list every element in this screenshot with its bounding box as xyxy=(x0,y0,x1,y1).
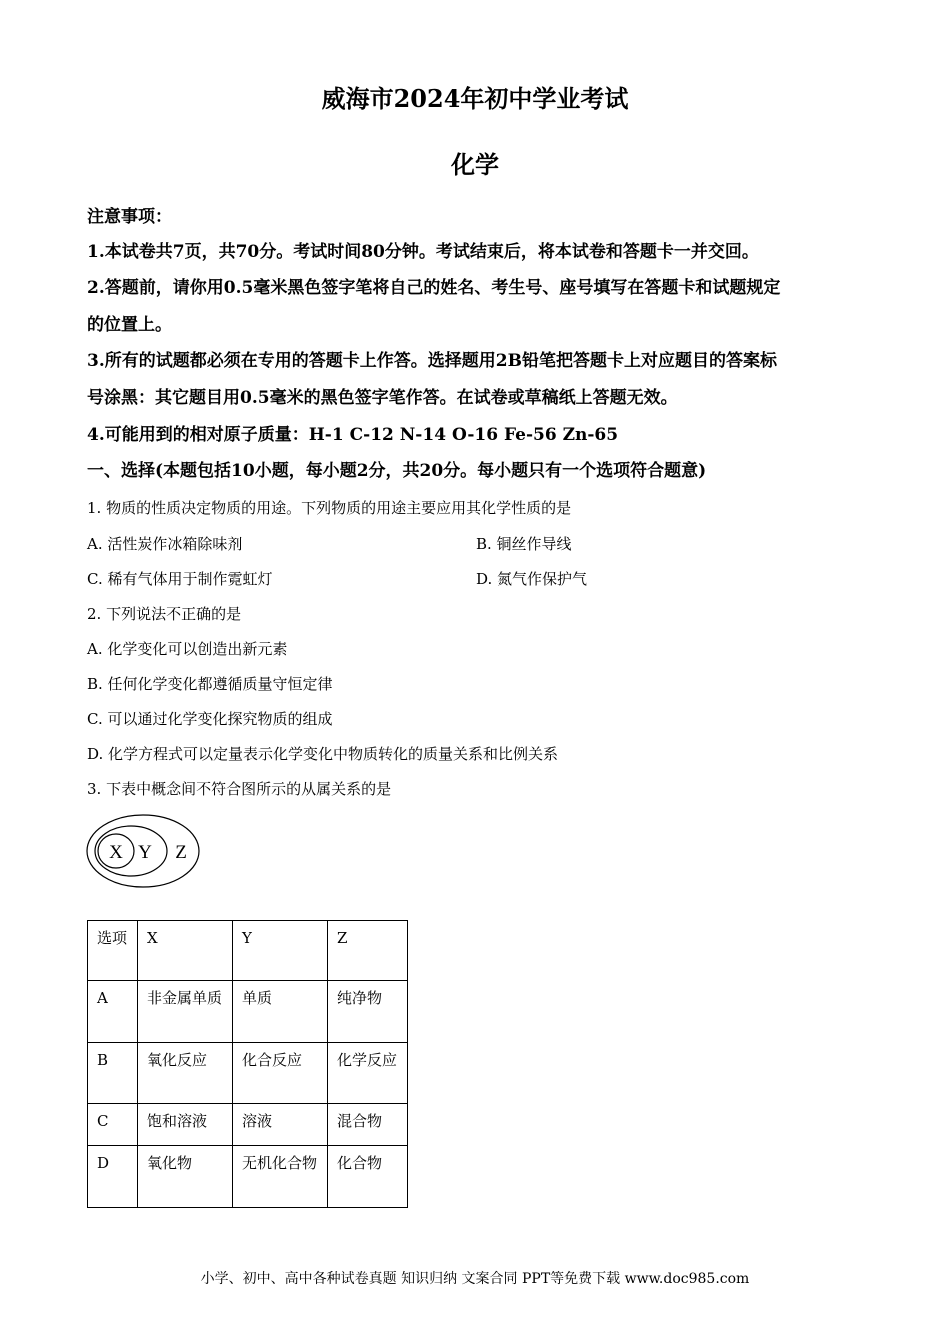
question-3-stem: 3. 下表中概念间不符合图所示的从属关系的是 xyxy=(87,780,392,798)
table-header-cell: 选项 xyxy=(88,921,138,981)
notice-heading: 注意事项： xyxy=(87,207,172,227)
notice-item-4: 4.可能用到的相对原子质量：H-1 C-12 N-14 O-16 Fe-56 Zn-65 xyxy=(87,425,619,445)
notice-item-2-line-2: 的位置上。 xyxy=(87,315,172,335)
notice-item-3-line-2: 号涂黑：其它题目用0.5毫米的黑色签字笔作答。在试卷或草稿纸上答题无效。 xyxy=(87,388,678,408)
exam-subject: 化学 xyxy=(451,150,499,179)
options-table xyxy=(87,920,408,1208)
venn-label-z: Z xyxy=(175,842,187,863)
table-cell: 纯净物 xyxy=(328,981,408,1043)
question-2-option-d: D. 化学方程式可以定量表示化学变化中物质转化的质量关系和比例关系 xyxy=(87,745,559,763)
notice-item-3-line-1: 3.所有的试题都必须在专用的答题卡上作答。选择题用2B铅笔把答题卡上对应题目的答案标 xyxy=(87,351,777,371)
venn-circle-y xyxy=(95,826,167,876)
table-cell: 化学反应 xyxy=(328,1043,408,1104)
question-1-option-b: B. 铜丝作导线 xyxy=(476,535,572,553)
question-1-option-c: C. 稀有气体用于制作霓虹灯 xyxy=(87,570,273,588)
table-header-row xyxy=(88,921,408,981)
table-cell: 无机化合物 xyxy=(233,1146,328,1208)
table-cell: 氧化物 xyxy=(138,1146,233,1208)
section-1-heading: 一、选择(本题包括10小题，每小题2分，共20分。每小题只有一个选项符合题意) xyxy=(87,461,707,481)
venn-label-x: X xyxy=(109,842,123,863)
table-cell: 化合反应 xyxy=(233,1043,328,1104)
exam-title: 威海市2024年初中学业考试 xyxy=(321,84,629,113)
table-cell: 非金属单质 xyxy=(138,981,233,1043)
table-header-cell: X xyxy=(138,921,233,981)
page-footer: 小学、初中、高中各种试卷真题 知识归纳 文案合同 PPT等免费下载 www.doc985.com xyxy=(200,1271,750,1287)
question-2-option-b: B. 任何化学变化都遵循质量守恒定律 xyxy=(87,675,333,693)
table-cell: 溶液 xyxy=(233,1104,328,1146)
table-row xyxy=(88,981,408,1043)
table-header-cell: Z xyxy=(328,921,408,981)
question-2-option-a: A. 化学变化可以创造出新元素 xyxy=(87,640,288,658)
table-cell: 化合物 xyxy=(328,1146,408,1208)
question-1-stem: 1. 物质的性质决定物质的用途。下列物质的用途主要应用其化学性质的是 xyxy=(87,499,572,517)
notice-item-1: 1.本试卷共7页，共70分。考试时间80分钟。考试结束后，将本试卷和答题卡一并交回。 xyxy=(87,242,759,262)
table-cell: D xyxy=(88,1146,138,1208)
table-cell: 氧化反应 xyxy=(138,1043,233,1104)
table-row xyxy=(88,1043,408,1104)
table-cell: C xyxy=(88,1104,138,1146)
table-row xyxy=(88,1104,408,1146)
table-cell: A xyxy=(88,981,138,1043)
venn-diagram xyxy=(85,812,205,890)
question-1-option-d: D. 氮气作保护气 xyxy=(476,570,588,588)
notice-item-2-line-1: 2.答题前，请你用0.5毫米黑色签字笔将自己的姓名、考生号、座号填写在答题卡和试题规定 xyxy=(87,278,781,298)
question-2-stem: 2. 下列说法不正确的是 xyxy=(87,605,242,623)
venn-label-y: Y xyxy=(138,842,152,863)
table-row xyxy=(88,1146,408,1208)
table-cell: 单质 xyxy=(233,981,328,1043)
table-cell: B xyxy=(88,1043,138,1104)
table-header-cell: Y xyxy=(233,921,328,981)
question-1-option-a: A. 活性炭作冰箱除味剂 xyxy=(87,535,243,553)
table-cell: 饱和溶液 xyxy=(138,1104,233,1146)
question-2-option-c: C. 可以通过化学变化探究物质的组成 xyxy=(87,710,333,728)
table-cell: 混合物 xyxy=(328,1104,408,1146)
